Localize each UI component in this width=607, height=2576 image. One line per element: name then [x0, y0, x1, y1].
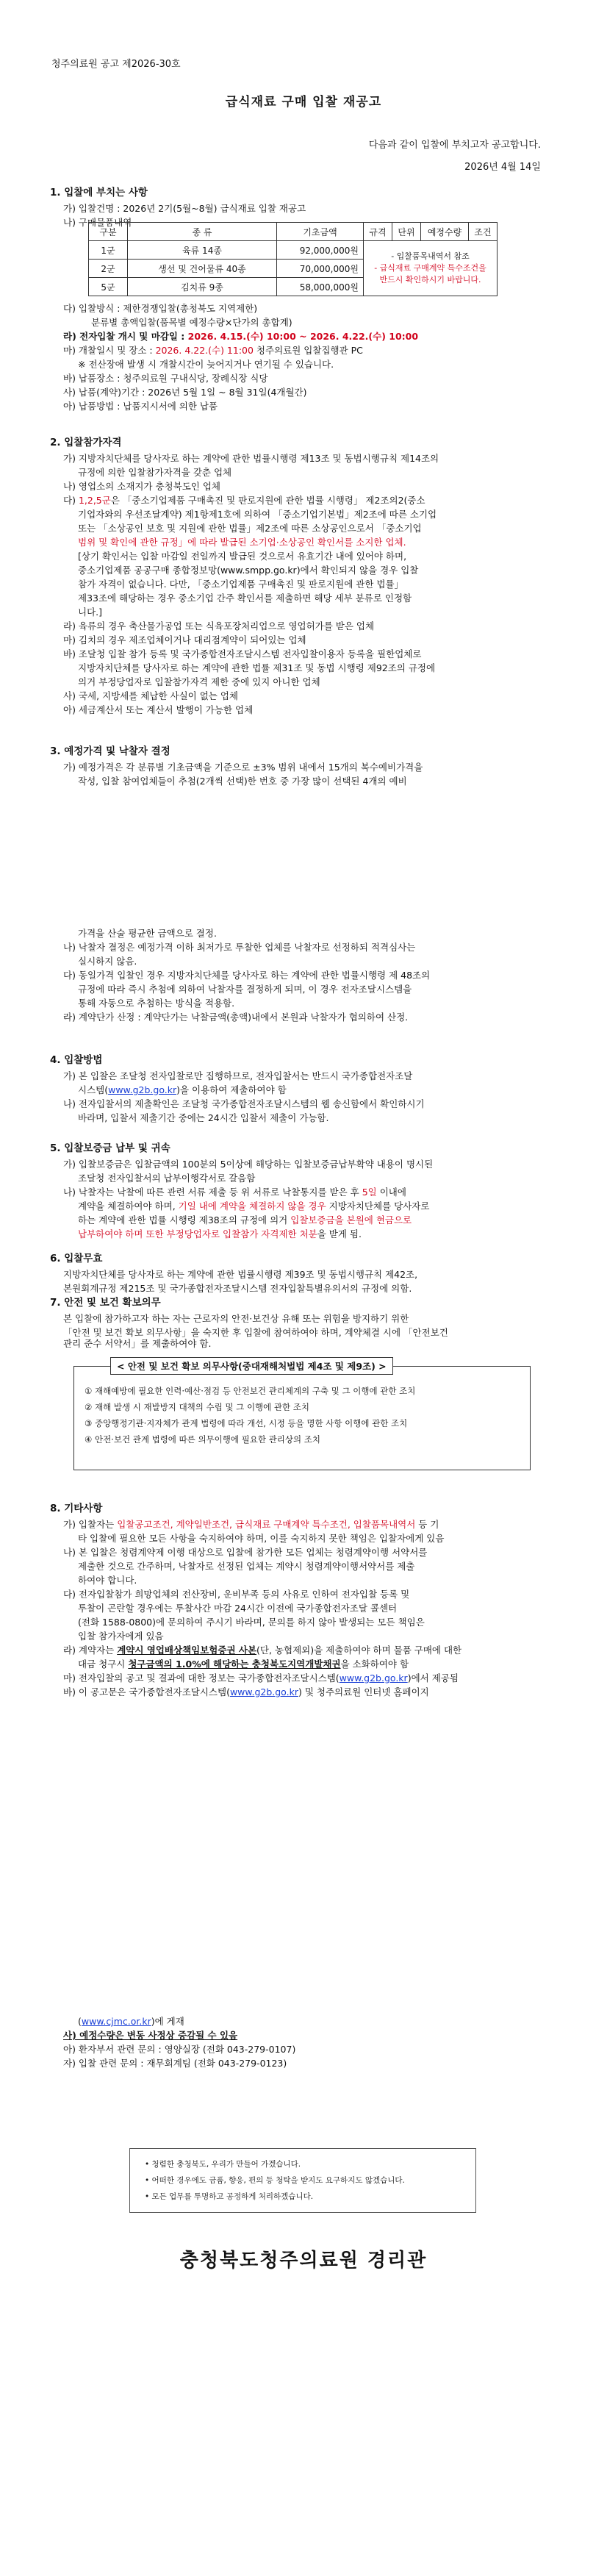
section-3 — [50, 743, 557, 788]
label-text: )을 이용하여 제출하여야 함 — [176, 1084, 287, 1095]
item-text: 사) 예정수량은 변동 사정상 증감될 수 있음 — [63, 2030, 238, 2041]
item-text: 다) 동일가격 입찰인 경우 지방자치단체를 당사자로 하는 계약에 관한 법률시행령 제 48조의 — [63, 970, 431, 981]
highlight-text: 5일 — [362, 1187, 377, 1198]
label-text: ( — [78, 2016, 82, 2027]
label-text: 가) 입찰자는 — [63, 1519, 118, 1530]
section-heading: 5. 입찰보증금 납부 및 귀속 — [50, 1142, 170, 1154]
col-header: 규격 — [364, 223, 392, 241]
homepage-link[interactable]: www.cjmc.or.kr — [81, 2016, 151, 2027]
safety-duty-box — [73, 1366, 531, 1470]
list-item: ② 재해 발생 시 재발방지 대책의 수립 및 그 이행에 관한 조치 — [85, 1402, 310, 1412]
item-text: 입찰 참가자에게 있음 — [78, 1631, 164, 1642]
page-title: 급식재료 구매 입찰 재공고 — [225, 95, 382, 110]
item-text: 나) 영업소의 소재지가 충청북도인 업체 — [63, 481, 220, 492]
intro-text: 다음과 같이 입찰에 부치고자 공고합니다. — [368, 140, 541, 151]
item-text: 다) 입찰방식 : 제한경쟁입찰(총청북도 지역제한) — [63, 303, 258, 314]
section-heading: 2. 입찰참가자격 — [50, 437, 122, 448]
table-header-row — [89, 223, 498, 241]
label-text: 시스템( — [78, 1084, 109, 1095]
highlight-text: 계약시 영업배상책임보험증권 사본 — [117, 1645, 257, 1656]
highlight-text: 2026. 4.22.(수) 11:00 — [155, 345, 254, 356]
item-text: 자) 입찰 관련 문의 : 재무회계팀 (전화 043-279-0123) — [63, 2058, 287, 2069]
item-text: 나) 본 입찰은 청렴계약제 이행 대상으로 입찰에 참가한 모든 업체는 청렴계약이행 서약서를 — [63, 1547, 428, 1558]
item-text: 바라며, 입찰서 제출기간 중에는 24시간 입찰서 제출이 가능함. — [78, 1112, 329, 1123]
item-text: 규정에 의한 입찰참가자격을 갖춘 업체 — [78, 467, 232, 478]
section-heading: 3. 예정가격 및 낙찰자 결정 — [50, 745, 170, 757]
item-text: 중소기업제품 공공구매 종합정보망(www.smpp.go.kr)에서 확인되지 않을 경우 입찰 — [78, 565, 419, 576]
table-cell: 1군 — [89, 241, 128, 260]
highlight-text: 2026. 4.15.(수) 10:00 ~ 2026. 4.22.(수) 10:00 — [187, 331, 419, 342]
section-4 — [50, 1051, 557, 1125]
section-7 — [50, 1294, 557, 1339]
item-text: 실시하지 않음. — [78, 956, 137, 967]
notice-number: 청주의료원 공고 제2026-30호 — [51, 59, 181, 70]
item-text: 마) 김치의 경우 제조업체이거나 대리점계약이 되어있는 업체 — [63, 634, 306, 645]
section-heading: 4. 입찰방법 — [50, 1054, 103, 1066]
item-text: (전화 1588-0800)에 문의하여 주시기 바라며, 문의를 하지 않아 발생되는 모든 책임은 — [78, 1617, 425, 1628]
list-item: • 모든 업무를 투명하고 공정하게 처리하겠습니다. — [145, 2192, 314, 2201]
label-text: 을 소화하여야 함 — [340, 1659, 409, 1670]
col-header: 종 류 — [128, 223, 277, 241]
label-text: 이내에 — [376, 1187, 406, 1198]
item-text: 가) 예정가격은 각 분류별 기초금액을 기준으로 ±3% 범위 내에서 15개의 복수예비가격을 — [63, 762, 423, 773]
item-text: 통해 자동으로 추첨하는 방식을 적용함. — [78, 998, 235, 1009]
item-text — [50, 1517, 557, 1531]
label-text: 등 기 — [415, 1519, 439, 1530]
item-text: 조달청 전자입찰서의 납부이행각서로 갈음함 — [78, 1173, 256, 1184]
item-text: 참가 자격이 없습니다. 다만, 「중소기업제품 구매촉진 및 판로지원에 관한 법률」 — [78, 579, 404, 590]
label-text: 마) 전자입찰의 공고 및 결과에 대한 정보는 국가종합전자조달시스템( — [63, 1672, 340, 1684]
pledge-list — [145, 2156, 405, 2205]
item-text: 사) 국세, 지방세를 체납한 사실이 없는 업체 — [63, 690, 238, 701]
item-text: 작성, 입찰 참여업체들이 추첨(2개씩 선택)한 번호 중 가장 많이 선택된 4개의 예비 — [78, 776, 407, 787]
item-text: 가격을 산술 평균한 금액으로 결정. — [78, 928, 217, 939]
item-text: 가) 입찰건명 : 2026년 2기(5월~8월) 급식재료 입찰 재공고 — [63, 203, 306, 214]
label-text: )에 게재 — [151, 2016, 184, 2027]
item-text — [50, 343, 557, 357]
section-heading: 1. 입찰에 부치는 사항 — [50, 187, 148, 198]
section-heading: 7. 안전 및 보건 확보의무 — [50, 1297, 161, 1309]
safety-list — [85, 1383, 415, 1448]
label-text: 나) 낙찰자는 낙찰에 따른 관련 서류 제출 등 위 서류로 낙찰통지를 받은 후 — [63, 1187, 362, 1198]
item-text — [50, 493, 557, 507]
table-note-red: - 급식재료 구매계약 특수조건을 — [374, 263, 486, 273]
item-text: 라) 육류의 경우 축산물가공업 또는 식육포장처리업으로 영업허가를 받은 업체 — [63, 620, 375, 632]
table-cell: 70,000,000원 — [277, 260, 364, 278]
item-text: 의거 부정당업자로 입찰참가자격 제한 중에 있지 아니한 업체 — [78, 676, 320, 687]
g2b-link[interactable]: www.g2b.go.kr — [229, 1686, 298, 1697]
item-text: 다) 전자입찰참가 희망업체의 전산장비, 운비부족 등의 사유로 인하여 전자입찰 등록 및 — [63, 1589, 410, 1600]
section-heading: 8. 기타사항 — [50, 1503, 103, 1514]
list-item: • 청렴한 충청북도, 우리가 만들어 가겠습니다. — [145, 2160, 301, 2169]
label-text: 지방자치단체를 당사자로 — [326, 1201, 430, 1212]
item-text: 지방자치단체를 당사자로 하는 계약에 관한 법률 제31조 및 동법 시행령 제92조의 규정에 — [78, 662, 436, 673]
table-note: - 입찰품목내역서 참조 — [391, 251, 470, 261]
table-cell: 김치류 9종 — [128, 278, 277, 296]
section-5 — [50, 1139, 557, 1241]
list-item: • 어떠한 경우에도 금품, 향응, 편의 등 청탁을 받지도 요구하지도 않겠습니다. — [145, 2176, 405, 2185]
item-text — [50, 1643, 557, 1657]
table-cell: 92,000,000원 — [277, 241, 364, 260]
item-text: 바) 납품장소 : 청주의료원 구내식당, 장례식장 식당 — [63, 373, 268, 384]
item-text: 나) 낙찰자 결정은 예정가격 이하 최저가로 투찰한 업체를 낙찰자로 선정하되 적격심사는 — [63, 942, 416, 953]
integrity-pledge-box — [129, 2148, 476, 2213]
table-row — [89, 241, 498, 260]
section-1-cont — [50, 301, 557, 413]
item-text: 범위 및 확인에 관한 규정」에 따라 발급된 소기업·소상공인 확인서를 소지한 업체. — [78, 537, 406, 548]
item-text: 아) 세금계산서 또는 계산서 발행이 가능한 업체 — [63, 704, 254, 715]
section-3-cont — [50, 926, 557, 1024]
item-text: 투찰이 곤란할 경우에는 투찰사간 마감 24시간 이전에 국가종합전자조달 콜센터 — [78, 1603, 398, 1614]
table-cell: 2군 — [89, 260, 128, 278]
col-header: 예정수량 — [421, 223, 469, 241]
item-text: 가) 입찰보증금은 입찰금액의 100분의 5이상에 해당하는 입찰보증금납부확약 내용이 명시된 — [63, 1159, 434, 1170]
item-text: [상기 확인서는 입찰 마감일 전일까지 발급된 것으로서 유효기간 내에 있어야 하며, — [78, 551, 407, 562]
item-text: 아) 환자부서 관련 문의 : 영양실장 (전화 043-279-0107) — [63, 2044, 296, 2055]
highlight-text: 납부하여야 하며 또한 부정당업자로 입찰참가 자격제한 처분 — [78, 1228, 317, 1239]
highlight-text: 기일 내에 계약을 체결하지 않을 경우 — [178, 1201, 326, 1212]
item-text: 나) 전자입찰서의 제출확인은 조달청 국가종합전자조달시스템의 웹 송신함에서 확인하시기 — [63, 1098, 425, 1109]
item-text: 또는 「소상공인 보호 및 지원에 관한 법률」제2조에 따른 소상공인으로서 「중소기업 — [78, 523, 422, 534]
highlight-text: 1,2,5군 — [78, 495, 111, 506]
list-item: ④ 안전·보건 관계 법령에 따른 의무이행에 필요한 관리상의 조치 — [85, 1434, 320, 1445]
g2b-link[interactable]: www.g2b.go.kr — [108, 1084, 177, 1095]
item-text: 규정에 따라 즉시 추첨에 의하여 낙찰자를 결정하게 되며, 이 경우 전자조달시스템을 — [78, 984, 412, 995]
item-text — [50, 1685, 557, 1699]
item-text — [50, 1185, 557, 1199]
label-text: 라) 계약자는 — [63, 1645, 118, 1656]
label-text: (단, 농협제외)을 제출하여야 하며 물품 구매에 대한 — [256, 1645, 462, 1656]
label-text: 을 받게 됨. — [317, 1228, 362, 1239]
label-text: 계약을 체결하여야 하며, — [78, 1201, 179, 1212]
item-text: 사) 납품(계약)기간 : 2026년 5월 1일 ~ 8월 31일(4개월간) — [63, 387, 307, 398]
label-text: 청주의료원 입찰집행관 PC — [253, 345, 363, 356]
label-text: 바) 이 공고문은 국가종합전자조달시스템( — [63, 1686, 230, 1697]
item-text: 가) 지방자치단체를 당사자로 하는 계약에 관한 법률시행령 제13조 및 동법시행규칙 제14조의 — [63, 453, 439, 464]
item-text: 본원회계규정 제215조 및 국가종합전자조달시스템 전자입찰특별유의서의 규정에 의함. — [63, 1283, 412, 1294]
col-header: 구분 — [89, 223, 128, 241]
label-text: 대금 청구시 — [78, 1659, 129, 1670]
section-6 — [50, 1250, 557, 1295]
item-text: ※ 전산장애 발생 시 개찰시간이 늦어지거나 연기될 수 있습니다. — [78, 359, 334, 370]
label-text: 은 「중소기업제품 구매촉진 및 판로지원에 관한 법률 시행령」 제2조의2(중소 — [110, 495, 425, 506]
item-text — [50, 1657, 557, 1671]
table-cell: 5군 — [89, 278, 128, 296]
list-item: ① 재해예방에 필요한 인력·예산·점검 등 안전보건 관리체계의 구축 및 그 이행에 관한 조치 — [85, 1386, 416, 1396]
label-text: 라) 전자입찰 개시 및 마감일 : — [63, 331, 188, 342]
col-header: 기초금액 — [277, 223, 364, 241]
item-text — [50, 1083, 557, 1097]
table-note-red: 반드시 확인하시기 바랍니다. — [379, 275, 481, 285]
label-text: 다) — [63, 495, 79, 506]
item-text: 니다.] — [78, 607, 103, 618]
item-text: 본 입찰에 참가하고자 하는 자는 근로자의 안전·보건상 유해 또는 위험을 방지하기 위한 — [63, 1313, 409, 1324]
table-cell: 58,000,000원 — [277, 278, 364, 296]
g2b-link[interactable]: www.g2b.go.kr — [339, 1672, 408, 1684]
section-8 — [50, 1500, 557, 1699]
item-text: 아) 납품방법 : 납품지시서에 의한 납품 — [63, 401, 218, 412]
item-text: 제33조에 해당하는 경우 중소기업 간주 확인서를 제출하면 해당 세부 분류로 인정함 — [78, 593, 412, 604]
item-text: 하여야 합니다. — [78, 1575, 137, 1586]
item-text — [50, 1671, 557, 1685]
section-8-cont — [50, 2014, 557, 2070]
item-text — [50, 329, 557, 343]
item-text: 관리 준수 서약서」를 제출하여야 함. — [63, 1338, 212, 1349]
highlight-text: 청구금액의 1.0%에 해당하는 충청북도지역개발채권 — [128, 1659, 341, 1670]
label-text: ) 및 청주의료원 인터넷 홈페이지 — [298, 1686, 429, 1697]
item-text: 분류별 총액입찰(품목별 예정수량×단가의 총합계) — [91, 317, 292, 328]
list-item: ③ 중앙행정기관·지자체가 관계 법령에 따라 개선, 시정 등을 명한 사항 이행에 관한 조치 — [85, 1418, 408, 1428]
item-text — [50, 1213, 557, 1227]
highlight-text: 입찰공고조건, 계약일반조건, 급식재료 구매계약 특수조건, 입찰품목내역서 — [117, 1519, 416, 1530]
item-text: 「안전 및 보건 확보 의무사항」을 숙지한 후 입찰에 참여하여야 하며, 계약체결 시에 「안전보건 — [63, 1327, 448, 1338]
item-text: 타 입찰에 필요한 모든 사항을 숙지하여야 하며, 이를 숙지하지 못한 책임은 입찰자에게 있음 — [78, 1533, 445, 1544]
table-cell: 육류 14종 — [128, 241, 277, 260]
item-text: 지방자치단체를 당사자로 하는 계약에 관한 법률시행령 제39조 및 동법시행규칙 제42조, — [63, 1269, 418, 1280]
table-cell: 생선 및 건어물류 40종 — [128, 260, 277, 278]
section-7-tail — [63, 1337, 570, 1350]
label-text: 마) 개찰일시 및 장소 : — [63, 345, 156, 356]
highlight-text: 입찰보증금을 본원에 현금으로 — [290, 1214, 412, 1226]
table-note-cell — [364, 241, 498, 296]
safety-box-title: < 안전 및 보건 확보 의무사항(중대재해처벌법 제4조 및 제9조) > — [110, 1357, 393, 1375]
item-text: 라) 계약단가 산정 : 계약단가는 낙찰금액(총액)내에서 본원과 낙찰자가 협의하여 산정. — [63, 1012, 409, 1023]
label-text: 하는 계약에 관한 법률 시행령 제38조의 규정에 의거 — [78, 1214, 291, 1226]
item-text: 기업자와의 우선조달계약) 제1항제1호에 의하여 「중소기업기본법」제2조에 따른 소기업 — [78, 509, 437, 520]
item-text — [50, 1227, 557, 1241]
col-header: 조건 — [469, 223, 498, 241]
item-text: 나) 구매물품내역 — [63, 217, 132, 228]
col-header: 단위 — [392, 223, 421, 241]
item-text: 제출한 것으로 간주하며, 낙찰자로 선정된 업체는 계약시 청렴계약이행서약서를 제출 — [78, 1561, 415, 1572]
items-table — [88, 222, 498, 296]
item-text: 가) 본 입찰은 조달청 전자입찰로만 집행하므로, 전자입찰서는 반드시 국가종합전자조달 — [63, 1070, 413, 1081]
item-text: 바) 조달청 입찰 참가 등록 및 국가종합전자조달시스템 전자입찰이용자 등록을 필한업체로 — [63, 648, 422, 659]
section-heading: 6. 입찰무효 — [50, 1253, 103, 1264]
notice-date: 2026년 4월 14일 — [464, 162, 541, 173]
section-2 — [50, 434, 557, 717]
item-text — [50, 2014, 557, 2028]
item-text — [50, 1199, 557, 1213]
issuer-name: 충청북도청주의료원 경리관 — [179, 2250, 428, 2272]
label-text: )에서 제공됨 — [407, 1672, 459, 1684]
